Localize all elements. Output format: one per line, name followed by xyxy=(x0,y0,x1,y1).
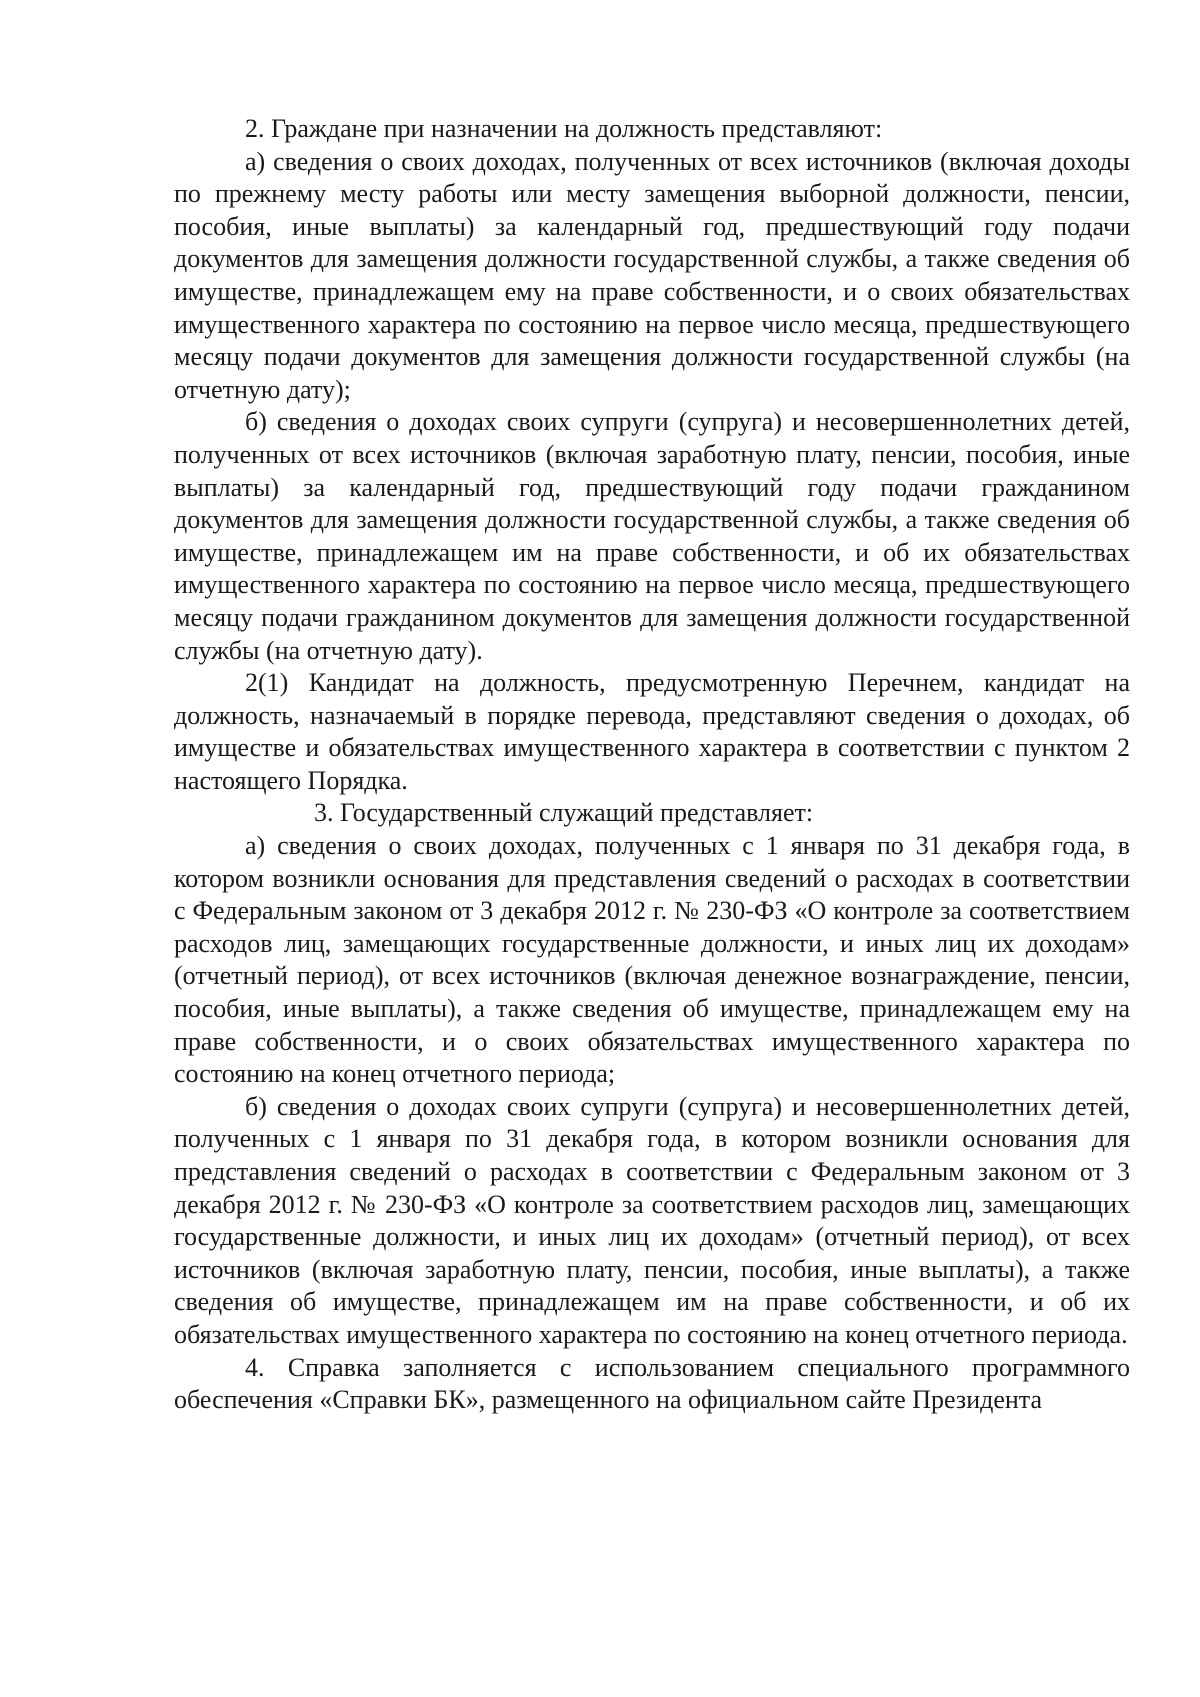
paragraph-2-1: 2(1) Кандидат на должность, предусмотренную Перечнем, кандидат на должность, назначаемый в порядке перевода, представляют сведения о доходах, об имуществе и обязательствах имущественного характера в соответствии с пунктом 2 настоящего Порядка. xyxy=(174,668,1130,795)
paragraph-2a: а) сведения о своих доходах, полученных от всех источников (включая доходы по прежнему месту работы или месту замещения выборной должности, пенсии, пособия, иные выплаты) за календарный год, предшествующий году подачи документов для замещения должности государственной службы, а также сведения об имуществе, принадлежащем ему на праве собственности, и о своих обязательствах имущественного характера по состоянию на первое число месяца, предшествующего месяцу подачи документов для замещения должности государственной службы (на отчетную дату); xyxy=(174,146,1130,404)
paragraph-3-heading: 3. Государственный служащий представляет: xyxy=(314,798,814,828)
paragraph-2b: б) сведения о доходах своих супруги (супруга) и несовершеннолетних детей, полученных от всех источников (включая заработную плату, пенсии, пособия, иные выплаты) за календарный год, предшествующий году подачи гражданином документов для замещения должности государственной службы, а также сведения об имуществе, принадлежащем им на праве собственности, и об их обязательствах имущественного характера по состоянию на первое число месяца, предшествующего месяцу подачи гражданином документов для замещения должности государственной службы (на отчетную дату). xyxy=(174,407,1130,665)
document-body xyxy=(174,113,1130,1417)
paragraph-3a: а) сведения о своих доходах, полученных с 1 января по 31 декабря года, в котором возникли основания для представления сведений о расходах в соответствии с Федеральным законом от 3 декабря 2012 г. № 230-ФЗ «О контроле за соответствием расходов лиц, замещающих государственные должности, и иных лиц их доходам» (отчетный период), от всех источников (включая денежное вознаграждение, пенсии, пособия, иные выплаты), а также сведения об имуществе, принадлежащем ему на праве собственности, и о своих обязательствах имущественного характера по состоянию на конец отчетного периода; xyxy=(174,831,1130,1089)
paragraph-2-heading: 2. Граждане при назначении на должность представляют: xyxy=(245,114,883,143)
paragraph-3b: б) сведения о доходах своих супруги (супруга) и несовершеннолетних детей, полученных с 1 января по 31 декабря года, в котором возникли основания для представления сведений о расходах в соответствии с Федеральным законом от 3 декабря 2012 г. № 230-ФЗ «О контроле за соответствием расходов лиц, замещающих государственные должности, и иных лиц их доходам» (отчетный период), от всех источников (включая заработную плату, пенсии, пособия, иные выплаты), а также сведения об имуществе, принадлежащем им на праве собственности, и об их обязательствах имущественного характера по состоянию на конец отчетного периода. xyxy=(174,1091,1130,1349)
paragraph-4: 4. Справка заполняется с использованием специального программного обеспечения «Справки БК», размещенного на официальном сайте Президента xyxy=(174,1352,1130,1415)
